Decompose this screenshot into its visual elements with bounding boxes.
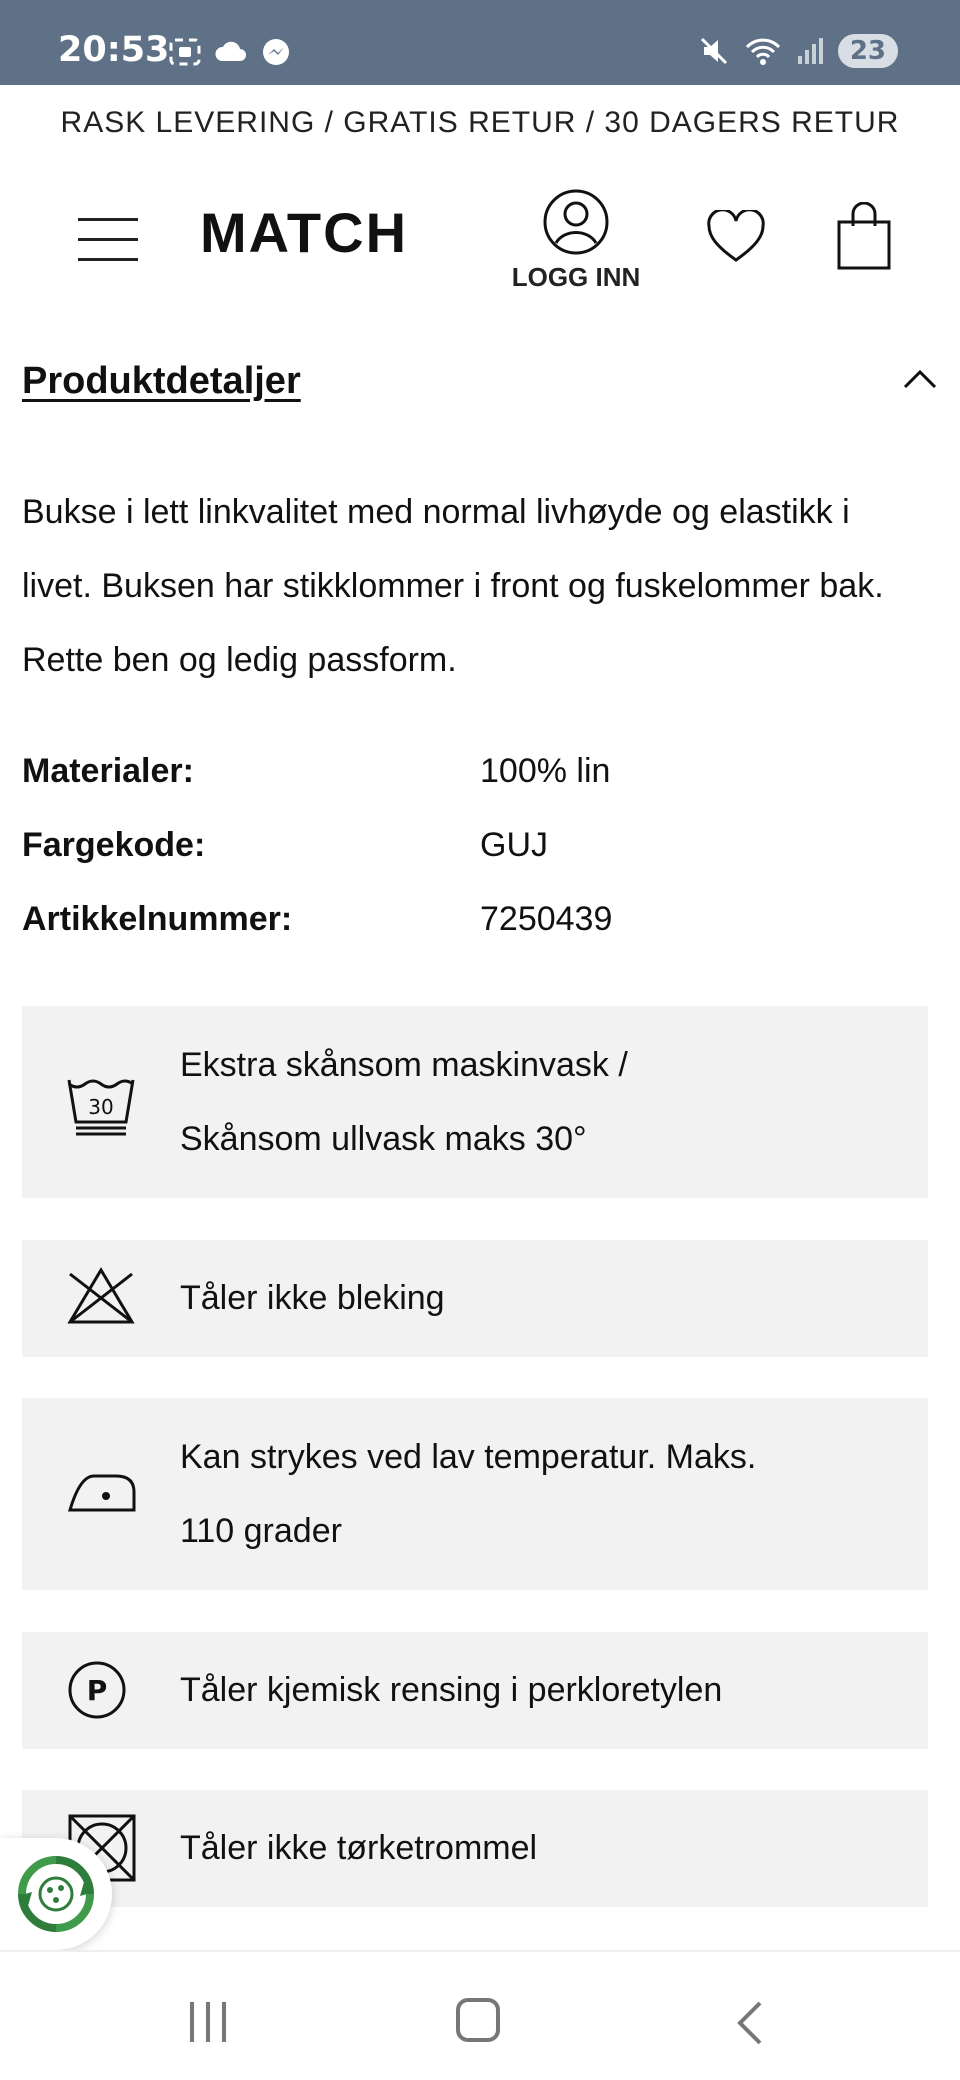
dry-clean-p-icon bbox=[66, 1659, 128, 1721]
status-left-icons bbox=[168, 37, 292, 69]
user-icon bbox=[542, 188, 610, 256]
svg-text:30: 30 bbox=[88, 1095, 114, 1119]
care-instruction bbox=[22, 1632, 928, 1749]
system-navigation-bar bbox=[0, 1950, 960, 2080]
login-label: LOGG INN bbox=[511, 262, 641, 292]
heart-icon bbox=[706, 210, 766, 264]
cart-button[interactable] bbox=[836, 202, 892, 276]
cloud-icon bbox=[214, 37, 248, 67]
status-right-icons bbox=[698, 34, 898, 68]
spec-label: Fargekode: bbox=[22, 826, 206, 864]
care-text-line: Tåler ikke tørketrommel bbox=[180, 1829, 538, 1867]
login-button[interactable] bbox=[506, 188, 646, 293]
product-details-toggle[interactable]: Produktdetaljer bbox=[22, 360, 301, 402]
spec-value: 100% lin bbox=[480, 752, 611, 790]
mute-icon bbox=[698, 35, 730, 67]
messenger-icon bbox=[260, 37, 292, 69]
care-text-line: Tåler ikke bleking bbox=[180, 1279, 445, 1317]
site-header bbox=[0, 160, 960, 315]
care-instruction bbox=[22, 1790, 928, 1907]
spec-label: Materialer: bbox=[22, 752, 194, 790]
recycle-icon bbox=[14, 1852, 98, 1936]
care-text-line: Skånsom ullvask maks 30° bbox=[180, 1120, 587, 1158]
shopping-bag-icon bbox=[836, 202, 892, 272]
wishlist-button[interactable] bbox=[706, 210, 766, 268]
spec-value: GUJ bbox=[480, 826, 548, 864]
care-instruction bbox=[22, 1398, 928, 1590]
svg-text:P: P bbox=[86, 1674, 108, 1707]
site-logo[interactable]: MATCH bbox=[200, 201, 409, 264]
home-button[interactable] bbox=[456, 1998, 500, 2042]
signal-icon bbox=[796, 36, 824, 66]
status-time: 20:53 bbox=[58, 30, 170, 70]
recent-apps-button[interactable] bbox=[190, 2002, 226, 2042]
care-text-line: Kan strykes ved lav temperatur. Maks. bbox=[180, 1438, 757, 1476]
screenshot-icon bbox=[168, 37, 202, 67]
promo-banner: RASK LEVERING / GRATIS RETUR / 30 DAGERS RETUR bbox=[60, 106, 900, 139]
sustainability-badge[interactable] bbox=[0, 1838, 112, 1950]
care-text-line: Ekstra skånsom maskinvask / bbox=[180, 1046, 628, 1084]
product-description: Bukse i lett linkvalitet med normal livhøyde og elastikk i livet. Buksen har stikklommer i front og fuskelommer bak. Rette ben og ledig passform. bbox=[22, 493, 884, 679]
care-instruction bbox=[22, 1240, 928, 1357]
menu-icon[interactable] bbox=[78, 218, 138, 262]
battery-indicator: 23 bbox=[838, 34, 898, 68]
care-instruction bbox=[22, 1006, 928, 1198]
no-bleach-icon bbox=[66, 1264, 136, 1326]
iron-low-icon bbox=[66, 1470, 138, 1518]
chevron-up-icon[interactable] bbox=[902, 368, 938, 390]
spec-label: Artikkelnummer: bbox=[22, 900, 293, 938]
care-text-line: Tåler kjemisk rensing i perkloretylen bbox=[180, 1671, 723, 1709]
back-button[interactable] bbox=[734, 2000, 764, 2046]
wash-30-icon bbox=[66, 1076, 136, 1138]
care-text-line: 110 grader bbox=[180, 1512, 342, 1550]
spec-value: 7250439 bbox=[480, 900, 613, 938]
wifi-icon bbox=[744, 35, 782, 67]
status-bar bbox=[0, 0, 960, 85]
